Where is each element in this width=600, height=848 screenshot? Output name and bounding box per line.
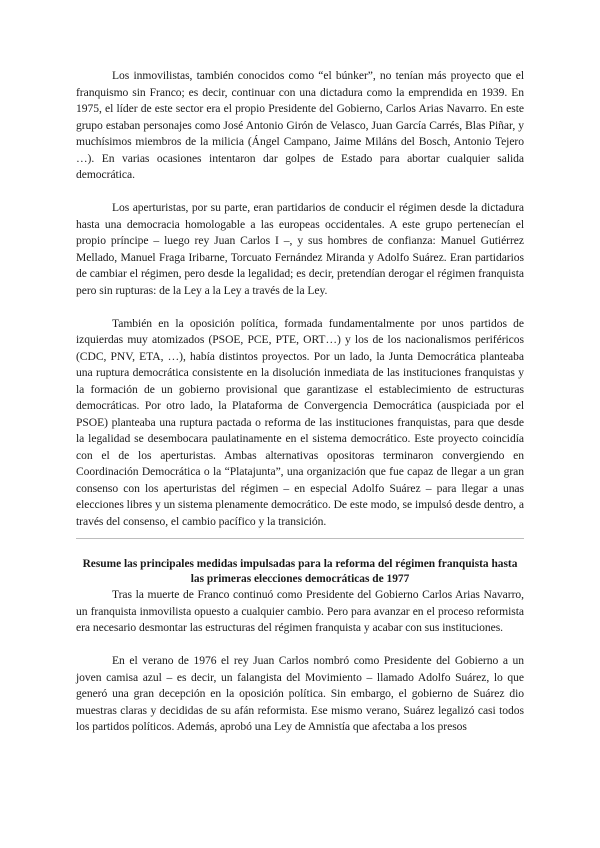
paragraph-suarez: En el verano de 1976 el rey Juan Carlos nombró como Presidente del Gobierno a un joven camisa azul – es decir, un falangista del Movimiento – llamado Adolfo Suárez, lo que generó una gran decepción en la oposición política. Sin embargo, el gobierno de Suárez dio muestras claras y decididas de su afán reformista. Ese mismo verano, Suárez legalizó casi todos los partidos políticos. Además, aprobó una Ley de Amnistía que afectaba a los presos xyxy=(76,654,524,733)
paragraph-spacer xyxy=(76,637,524,654)
paragraph-inmovilistas: Los inmovilistas, también conocidos como “el búnker”, no tenían más proyecto que el franquismo sin Franco; es decir, continuar con una dictadura como la emprendida en 1939. En 1975, el líder de este sector era el propio Presidente del Gobierno, Carlos Arias Navarro. En este grupo estaban personajes como José Antonio Girón de Velasco, Juan García Carrés, Blas Piñar, y muchísimos miembros de la milicia (Ángel Campano, Jaime Miláns del Bosch, Antonio Tejero …). En varias ocasiones intentaron dar golpes de Estado para abortar cualquier salida democrática. xyxy=(76,69,524,181)
paragraph-spacer xyxy=(76,299,524,316)
section-divider xyxy=(76,538,524,539)
document-page xyxy=(76,68,524,736)
paragraph-spacer xyxy=(76,184,524,201)
paragraph-aperturistas: Los aperturistas, por su parte, eran partidarios de conducir el régimen desde la dictadura hasta una democracia homologable a las europeas occidentales. A este grupo pertenecían el propio príncipe – luego rey Juan Carlos I –, y sus hombres de confianza: Manuel Gutiérrez Mellado, Manuel Fraga Iribarne, Torcuato Fernández Miranda y Adolfo Suárez. Eran partidarios de cambiar el régimen, pero desde la legalidad; es decir, pretendían derogar el régimen franquista pero sin rupturas: de la Ley a la Ley a través de la Ley. xyxy=(76,201,524,297)
section-heading: Resume las principales medidas impulsadas para la reforma del régimen franquista hasta las primeras elecciones democráticas de 1977 xyxy=(82,558,518,585)
paragraph-arias-navarro: Tras la muerte de Franco continuó como Presidente del Gobierno Carlos Arias Navarro, un franquista inmovilista opuesto a cualquier cambio. Pero para avanzar en el proceso reformista era necesario desmontar las estructuras del régimen franquista y acabar con sus instituciones. xyxy=(76,588,524,634)
paragraph-oposicion: También en la oposición política, formada fundamentalmente por unos partidos de izquierdas muy atomizados (PSOE, PCE, PTE, ORT…) y los de los nacionalismos periféricos (CDC, PNV, ETA, …), había distintos proyectos. Por un lado, la Junta Democrática planteaba una ruptura democrática consistente en la disolución inmediata de las instituciones franquistas y la formación de un gobierno provisional que garantizase el establecimiento de estructuras democráticas. Por otro lado, la Plataforma de Convergencia Democrática (auspiciada por el PSOE) planteaba una ruptura pactada o reforma de las instituciones franquistas, para que desde la legalidad se desembocara paulatinamente en el sistema democrático. Este proyecto coincidía con el de los aperturistas. Ambas alternativas opositoras terminaron convergiendo en Coordinación Democrática o la “Platajunta”, una organización que fue capaz de llegar a un gran consenso con los aperturistas del régimen – en especial Adolfo Suárez – para llegar a unas elecciones libres y un sistema plenamente democrático. De este modo, se impulsó desde dentro, a través del consenso, el cambio pacífico y la transición. xyxy=(76,316,524,528)
